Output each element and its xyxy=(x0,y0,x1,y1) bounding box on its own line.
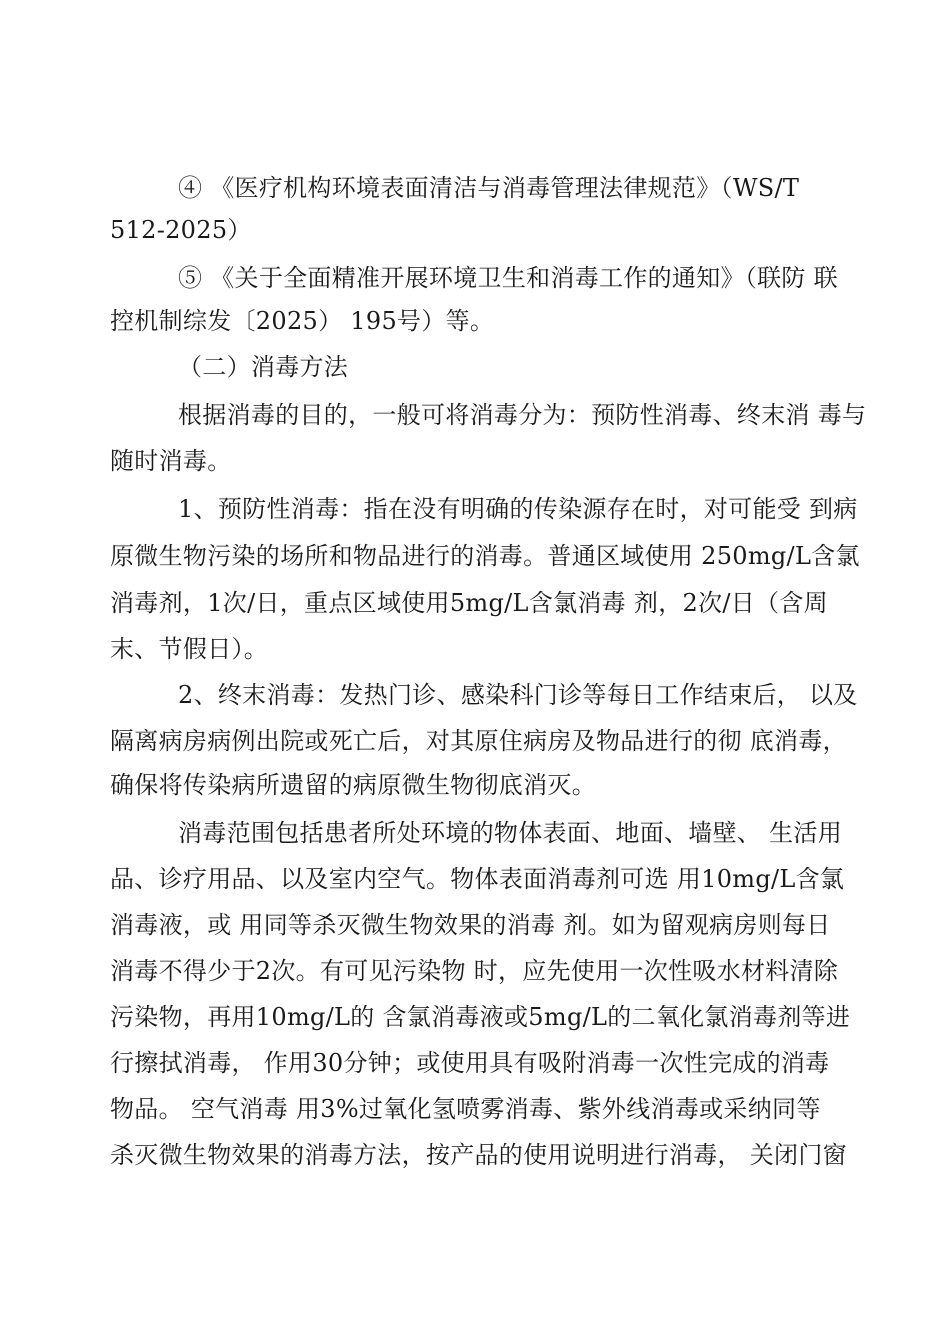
section-heading: （二）消毒方法 xyxy=(178,353,349,381)
paragraph-scope-line-7: 物品。 空气消毒 用3%过氧化氢喷雾消毒、紫外线消毒或采纳同等 xyxy=(110,1095,821,1123)
paragraph-scope-line-4: 消毒不得少于2次。有可见污染物 时，应先使用一次性吸水材料清除 xyxy=(110,957,839,985)
reference-4-line-2: 512-2025） xyxy=(110,216,252,244)
paragraph-preventive-line-4: 末、节假日）。 xyxy=(110,635,269,663)
paragraph-scope-line-2: 品、诊疗用品、以及室内空气。物体表面消毒剂可选 用10mg/L含氯 xyxy=(110,865,845,893)
paragraph-preventive-line-1: 1、预防性消毒：指在没有明确的传染源存在时，对可能受 到病 xyxy=(178,495,858,523)
paragraph-terminal-line-2: 隔离病房病例出院或死亡后，对其原住病房及物品进行的彻 底消毒， xyxy=(110,727,847,755)
paragraph-scope-line-3: 消毒液，或 用同等杀灭微生物效果的消毒 剂。如为留观病房则每日 xyxy=(110,911,831,939)
paragraph-preventive-line-3: 消毒剂，1次/日，重点区域使用5mg/L含氯消毒 剂，2次/日（含周 xyxy=(110,589,828,617)
reference-5-line-2: 控机制综发〔2025） 195号）等。 xyxy=(110,307,495,335)
paragraph-intro-line-1: 根据消毒的目的，一般可将消毒分为：预防性消毒、终末消 毒与 xyxy=(178,401,867,429)
paragraph-terminal-line-3: 确保将传染病所遗留的病原微生物彻底消灭。 xyxy=(110,771,596,799)
paragraph-preventive-line-2: 原微生物污染的场所和物品进行的消毒。普通区域使用 250mg/L含氯 xyxy=(110,542,860,570)
paragraph-scope-line-6: 行擦拭消毒， 作用30分钟；或使用具有吸附消毒一次性完成的消毒 xyxy=(110,1049,830,1077)
paragraph-scope-line-8: 杀灭微生物效果的消毒方法，按产品的使用说明进行消毒， 关闭门窗 xyxy=(110,1141,847,1169)
paragraph-scope-line-5: 污染物，再用10mg/L的 含氯消毒液或5mg/L的二氧化氯消毒剂等进 xyxy=(110,1003,851,1031)
paragraph-scope-line-1: 消毒范围包括患者所处环境的物体表面、地面、墙壁、 生活用 xyxy=(178,819,843,847)
reference-4-line-1: ④ 《医疗机构环境表面清洁与消毒管理法律规范》（WS/T xyxy=(178,174,800,202)
paragraph-terminal-line-1: 2、终末消毒：发热门诊、感染科门诊等每日工作结束后， 以及 xyxy=(178,681,858,709)
paragraph-intro-line-2: 随时消毒。 xyxy=(110,447,232,475)
reference-5-line-1: ⑤ 《关于全面精准开展环境卫生和消毒工作的通知》（联防 联 xyxy=(178,264,838,292)
